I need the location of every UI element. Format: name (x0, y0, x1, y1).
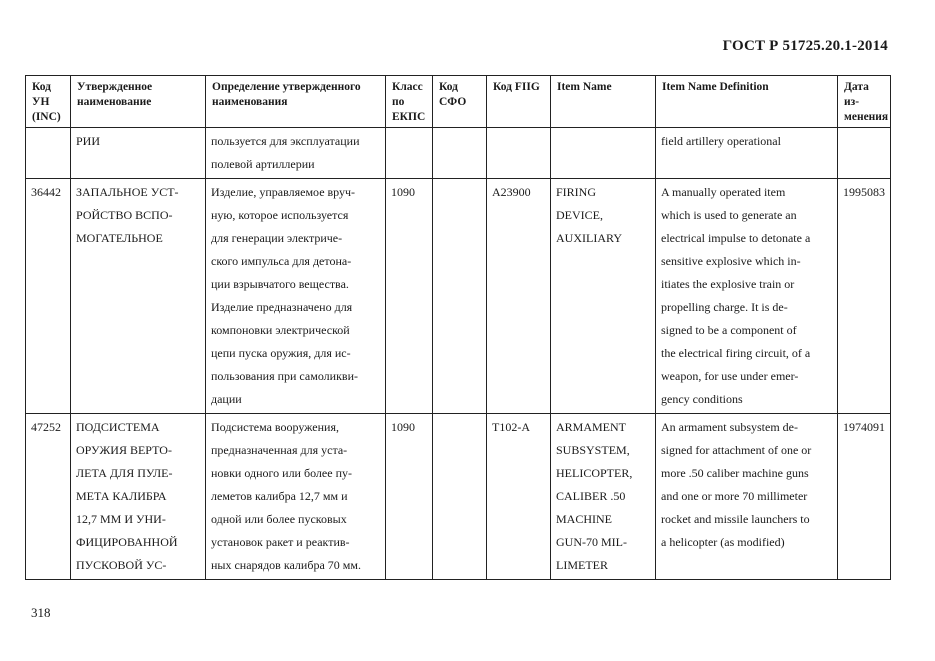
cell-class (386, 414, 433, 580)
text-line: electrical impulse to detonate a (661, 231, 811, 245)
page-number: 318 (31, 605, 51, 620)
cell-fiig (487, 179, 551, 414)
text-line: LIMETER (556, 558, 608, 572)
text-line: ции взрывчатого вещества. (211, 277, 349, 291)
cell-item-definition (656, 128, 838, 179)
cell-date (838, 179, 891, 414)
header-sfo-code: Код СФО (433, 76, 487, 128)
header-name-definition: Определение утвержденного наименования (206, 76, 386, 128)
header-change-date: Дата из-менения (838, 76, 891, 128)
cell-item-definition (656, 414, 838, 580)
cell-date (838, 414, 891, 580)
cell-inc (26, 179, 71, 414)
text-line: Подсистема вооружения, (211, 420, 339, 434)
table-row (26, 128, 891, 179)
cell-name-ru (71, 179, 206, 414)
text-line: ЛЕТА ДЛЯ ПУЛЕ- (76, 466, 173, 480)
text-line: ARMAMENT (556, 420, 627, 434)
text-line: предназначенная для уста- (211, 443, 348, 457)
catalog-table (25, 75, 891, 580)
text-line: Изделие предназначено для (211, 300, 353, 314)
header-inc: Код УН (INC) (26, 76, 71, 128)
text-line: леметов калибра 12,7 мм и (211, 489, 348, 503)
cell-definition-ru (206, 179, 386, 414)
text-line: пользуется для эксплуатации (211, 134, 360, 148)
text-line: 1090 (391, 185, 415, 199)
cell-name-ru (71, 128, 206, 179)
text-line: МЕТА КАЛИБРА (76, 489, 167, 503)
text-line: weapon, for use under emer- (661, 369, 799, 383)
text-line: gency conditions (661, 392, 743, 406)
text-line: FIRING (556, 185, 597, 199)
cell-date (838, 128, 891, 179)
text-line: SUBSYSTEM, (556, 443, 630, 457)
text-line: ского импульса для детона- (211, 254, 352, 268)
cell-class (386, 128, 433, 179)
text-line: ных снарядов калибра 70 мм. (211, 558, 361, 572)
text-line: An armament subsystem de- (661, 420, 798, 434)
text-line: 1090 (391, 420, 415, 434)
text-line: 47252 (31, 420, 61, 434)
standard-code: ГОСТ Р 51725.20.1-2014 (722, 38, 888, 54)
cell-item-name (551, 128, 656, 179)
text-line: полевой артиллерии (211, 157, 315, 171)
cell-class (386, 179, 433, 414)
text-line: a helicopter (as modified) (661, 535, 785, 549)
cell-item-definition (656, 179, 838, 414)
text-line: AUXILIARY (556, 231, 622, 245)
text-line: РИИ (76, 134, 101, 148)
text-line: МОГАТЕЛЬНОЕ (76, 231, 163, 245)
text-line: ФИЦИРОВАННОЙ (76, 535, 178, 549)
text-line: ПОДСИСТЕМА (76, 420, 160, 434)
text-line: MACHINE (556, 512, 612, 526)
text-line: 36442 (31, 185, 61, 199)
text-line: одной или более пусковых (211, 512, 347, 526)
text-line: 1995083 (843, 185, 885, 199)
text-line: signed for attachment of one or (661, 443, 812, 457)
table-row (26, 179, 891, 414)
text-line: HELICOPTER, (556, 466, 633, 480)
cell-inc (26, 414, 71, 580)
text-line: signed to be a component of (661, 323, 797, 337)
text-line: GUN-70 MIL- (556, 535, 627, 549)
text-line: новки одного или более пу- (211, 466, 352, 480)
text-line: propelling charge. It is de- (661, 300, 788, 314)
table-row (26, 414, 891, 580)
text-line: more .50 caliber machine guns (661, 466, 809, 480)
text-line: дации (211, 392, 242, 406)
cell-fiig (487, 128, 551, 179)
text-line: sensitive explosive which in- (661, 254, 801, 268)
text-line: T102-A (492, 420, 530, 434)
cell-item-name (551, 414, 656, 580)
header-row (26, 76, 891, 128)
header-fiig-code: Код FIIG (487, 76, 551, 128)
text-line: компоновки электрической (211, 323, 350, 337)
header-class: Класс по ЕКПС (386, 76, 433, 128)
cell-sfo (433, 414, 487, 580)
text-line: itiates the explosive train or (661, 277, 795, 291)
text-line: Изделие, управляемое вруч- (211, 185, 356, 199)
text-line: the electrical firing circuit, of a (661, 346, 811, 360)
text-line: пользования при самоликви- (211, 369, 358, 383)
header-item-name-definition: Item Name Definition (656, 76, 838, 128)
header-item-name: Item Name (551, 76, 656, 128)
cell-definition-ru (206, 128, 386, 179)
cell-item-name (551, 179, 656, 414)
text-line: A manually operated item (661, 185, 786, 199)
cell-sfo (433, 179, 487, 414)
text-line: field artillery operational (661, 134, 781, 148)
header-approved-name: Утвержденное наименование (71, 76, 206, 128)
text-line: установок ракет и реактив- (211, 535, 350, 549)
text-line: CALIBER .50 (556, 489, 626, 503)
text-line: ную, которое используется (211, 208, 349, 222)
text-line: and one or more 70 millimeter (661, 489, 808, 503)
text-line: ОРУЖИЯ ВЕРТО- (76, 443, 172, 457)
cell-fiig (487, 414, 551, 580)
text-line: 12,7 ММ И УНИ- (76, 512, 166, 526)
cell-name-ru (71, 414, 206, 580)
text-line: РОЙСТВО ВСПО- (76, 208, 173, 222)
text-line: ПУСКОВОЙ УС- (76, 558, 167, 572)
text-line: 1974091 (843, 420, 885, 434)
text-line: для генерации электриче- (211, 231, 343, 245)
text-line: DEVICE, (556, 208, 603, 222)
cell-definition-ru (206, 414, 386, 580)
text-line: A23900 (492, 185, 531, 199)
text-line: which is used to generate an (661, 208, 797, 222)
text-line: ЗАПАЛЬНОЕ УСТ- (76, 185, 179, 199)
text-line: цепи пуска оружия, для ис- (211, 346, 351, 360)
cell-inc (26, 128, 71, 179)
text-line: rocket and missile launchers to (661, 512, 810, 526)
cell-sfo (433, 128, 487, 179)
